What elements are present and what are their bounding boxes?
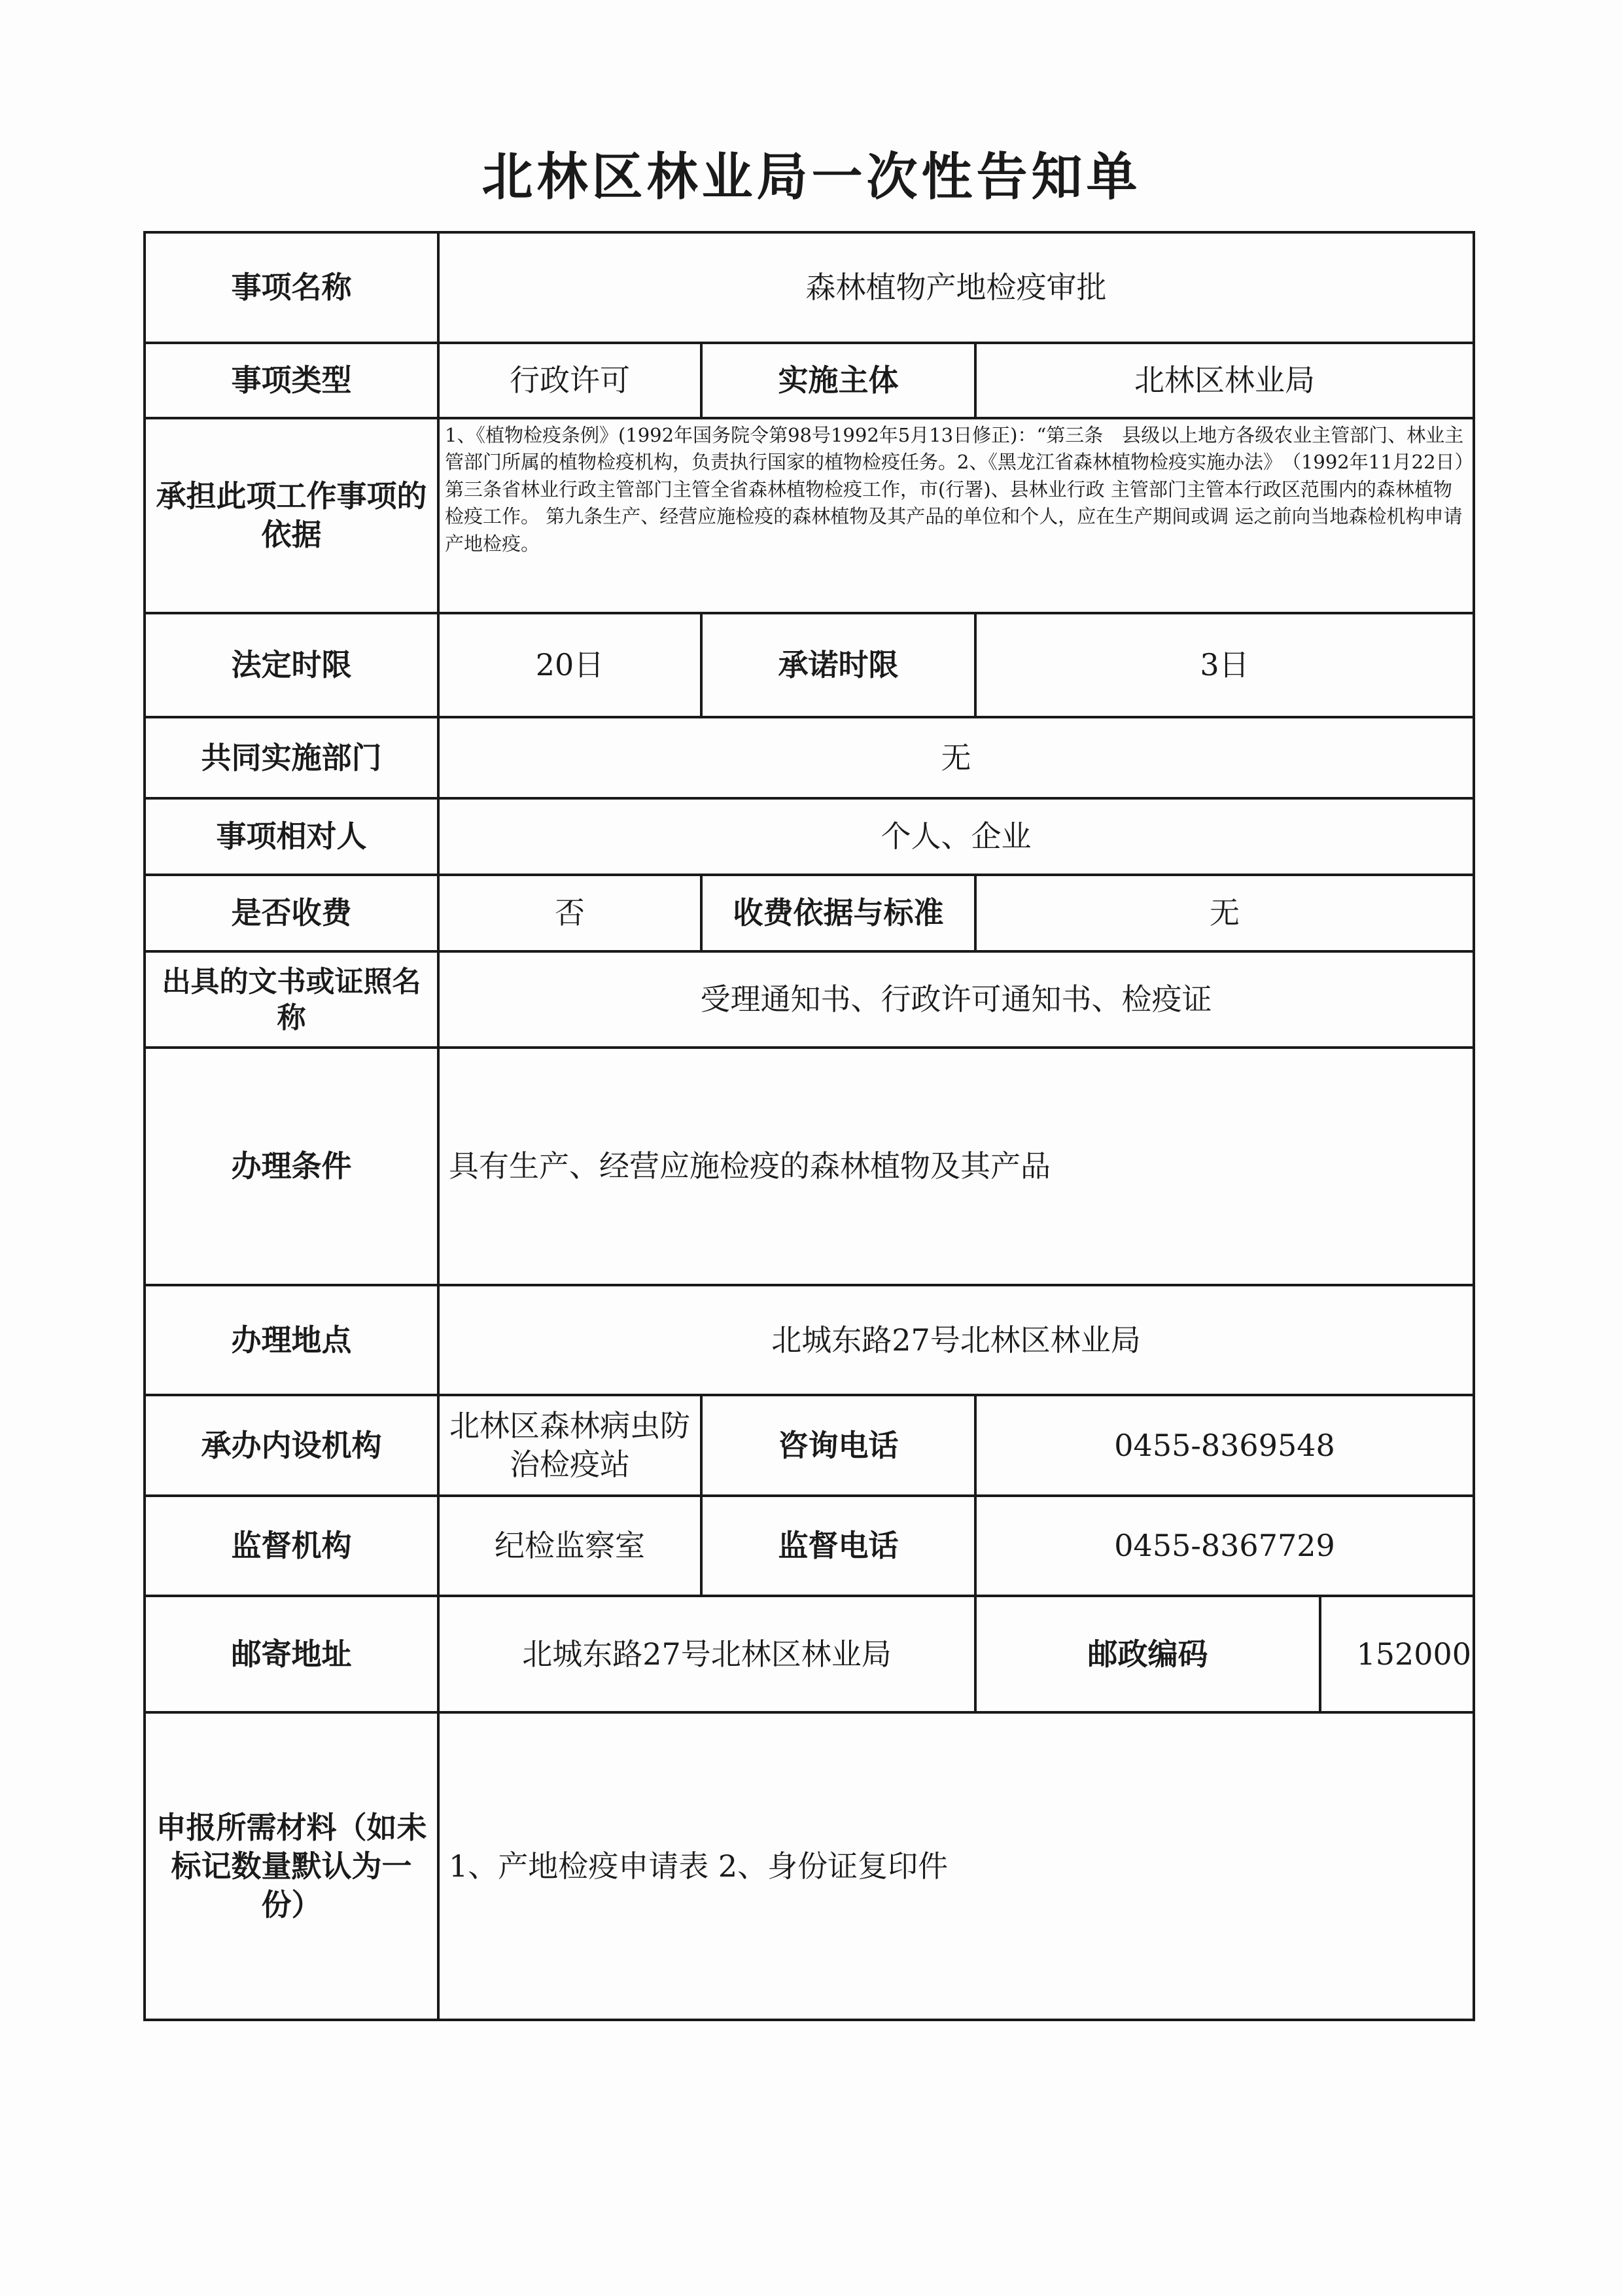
row-documents (145, 951, 1474, 1048)
row-conditions (145, 1048, 1474, 1285)
row-materials (145, 1712, 1474, 2020)
legal-time-limit-label: 法定时限 (145, 613, 438, 717)
promised-time-limit-value: 3日 (975, 613, 1474, 717)
documents-value: 受理通知书、行政许可通知书、检疫证 (438, 951, 1474, 1048)
supervision-phone-label: 监督电话 (701, 1496, 975, 1596)
item-name-label: 事项名称 (145, 232, 438, 343)
row-location (145, 1285, 1474, 1395)
materials-value: 1、产地检疫申请表 2、身份证复印件 (438, 1712, 1474, 2020)
materials-label: 申报所需材料（如未标记数量默认为一份） (145, 1712, 438, 2020)
item-type-label: 事项类型 (145, 343, 438, 418)
mailing-address-label: 邮寄地址 (145, 1596, 438, 1712)
row-counterpart (145, 798, 1474, 875)
agency-value: 北林区森林病虫防治检疫站 (438, 1395, 701, 1496)
location-label: 办理地点 (145, 1285, 438, 1395)
row-supervision (145, 1496, 1474, 1596)
postal-code-value: 152000 (1320, 1596, 1474, 1712)
implementing-body-label: 实施主体 (701, 343, 975, 418)
promised-time-limit-label: 承诺时限 (701, 613, 975, 717)
conditions-value: 具有生产、经营应施检疫的森林植物及其产品 (438, 1048, 1474, 1285)
basis-text: 1、《植物检疫条例》(1992年国务院令第98号1992年5月13日修正)：“第三条 县级以上地方各级农业主管部门、林业主管部门所属的植物检疫机构，负责执行国家的植物检疫任务。2、《黑龙江省森林植物检疫实施办法》 （1992年11月22日） 第三条省林业行政主管部门主管全省森林植物检疫工作，市(行署)、县林业行政 主管部门主管本行政区范围内的森林植物检疫工作。 第九条生产、经营应施检疫的森林植物及其产品的单位和个人，应在生产期间或调 运之前向当地森检机构申请产地检疫。 (438, 418, 1474, 614)
row-fee (145, 875, 1474, 952)
mailing-address-value: 北城东路27号北林区林业局 (438, 1596, 975, 1712)
postal-code-label: 邮政编码 (975, 1596, 1320, 1712)
implementing-body-value: 北林区林业局 (975, 343, 1474, 418)
documents-label: 出具的文书或证照名称 (145, 951, 438, 1048)
basis-label: 承担此项工作事项的依据 (145, 418, 438, 614)
notice-form-table (143, 231, 1484, 2021)
fee-basis-label: 收费依据与标准 (701, 875, 975, 952)
joint-dept-label: 共同实施部门 (145, 717, 438, 798)
row-item-name (145, 232, 1474, 343)
document-title: 北林区林业局一次性告知单 (481, 147, 1142, 207)
item-name-value: 森林植物产地检疫审批 (438, 232, 1474, 343)
consult-phone-value: 0455-8369548 (975, 1395, 1474, 1496)
row-time-limit (145, 613, 1474, 717)
row-agency (145, 1395, 1474, 1496)
counterpart-label: 事项相对人 (145, 798, 438, 875)
joint-dept-value: 无 (438, 717, 1474, 798)
fee-basis-value: 无 (975, 875, 1474, 952)
agency-label: 承办内设机构 (145, 1395, 438, 1496)
supervision-label: 监督机构 (145, 1496, 438, 1596)
legal-time-limit-value: 20日 (438, 613, 701, 717)
supervision-value: 纪检监察室 (438, 1496, 701, 1596)
fee-value: 否 (438, 875, 701, 952)
counterpart-value: 个人、企业 (438, 798, 1474, 875)
item-type-value: 行政许可 (438, 343, 701, 418)
consult-phone-label: 咨询电话 (701, 1395, 975, 1496)
conditions-label: 办理条件 (145, 1048, 438, 1285)
row-item-type (145, 343, 1474, 418)
row-mailing (145, 1596, 1474, 1712)
row-joint-dept (145, 717, 1474, 798)
location-value: 北城东路27号北林区林业局 (438, 1285, 1474, 1395)
supervision-phone-value: 0455-8367729 (975, 1496, 1474, 1596)
fee-label: 是否收费 (145, 875, 438, 952)
row-basis (145, 418, 1474, 614)
